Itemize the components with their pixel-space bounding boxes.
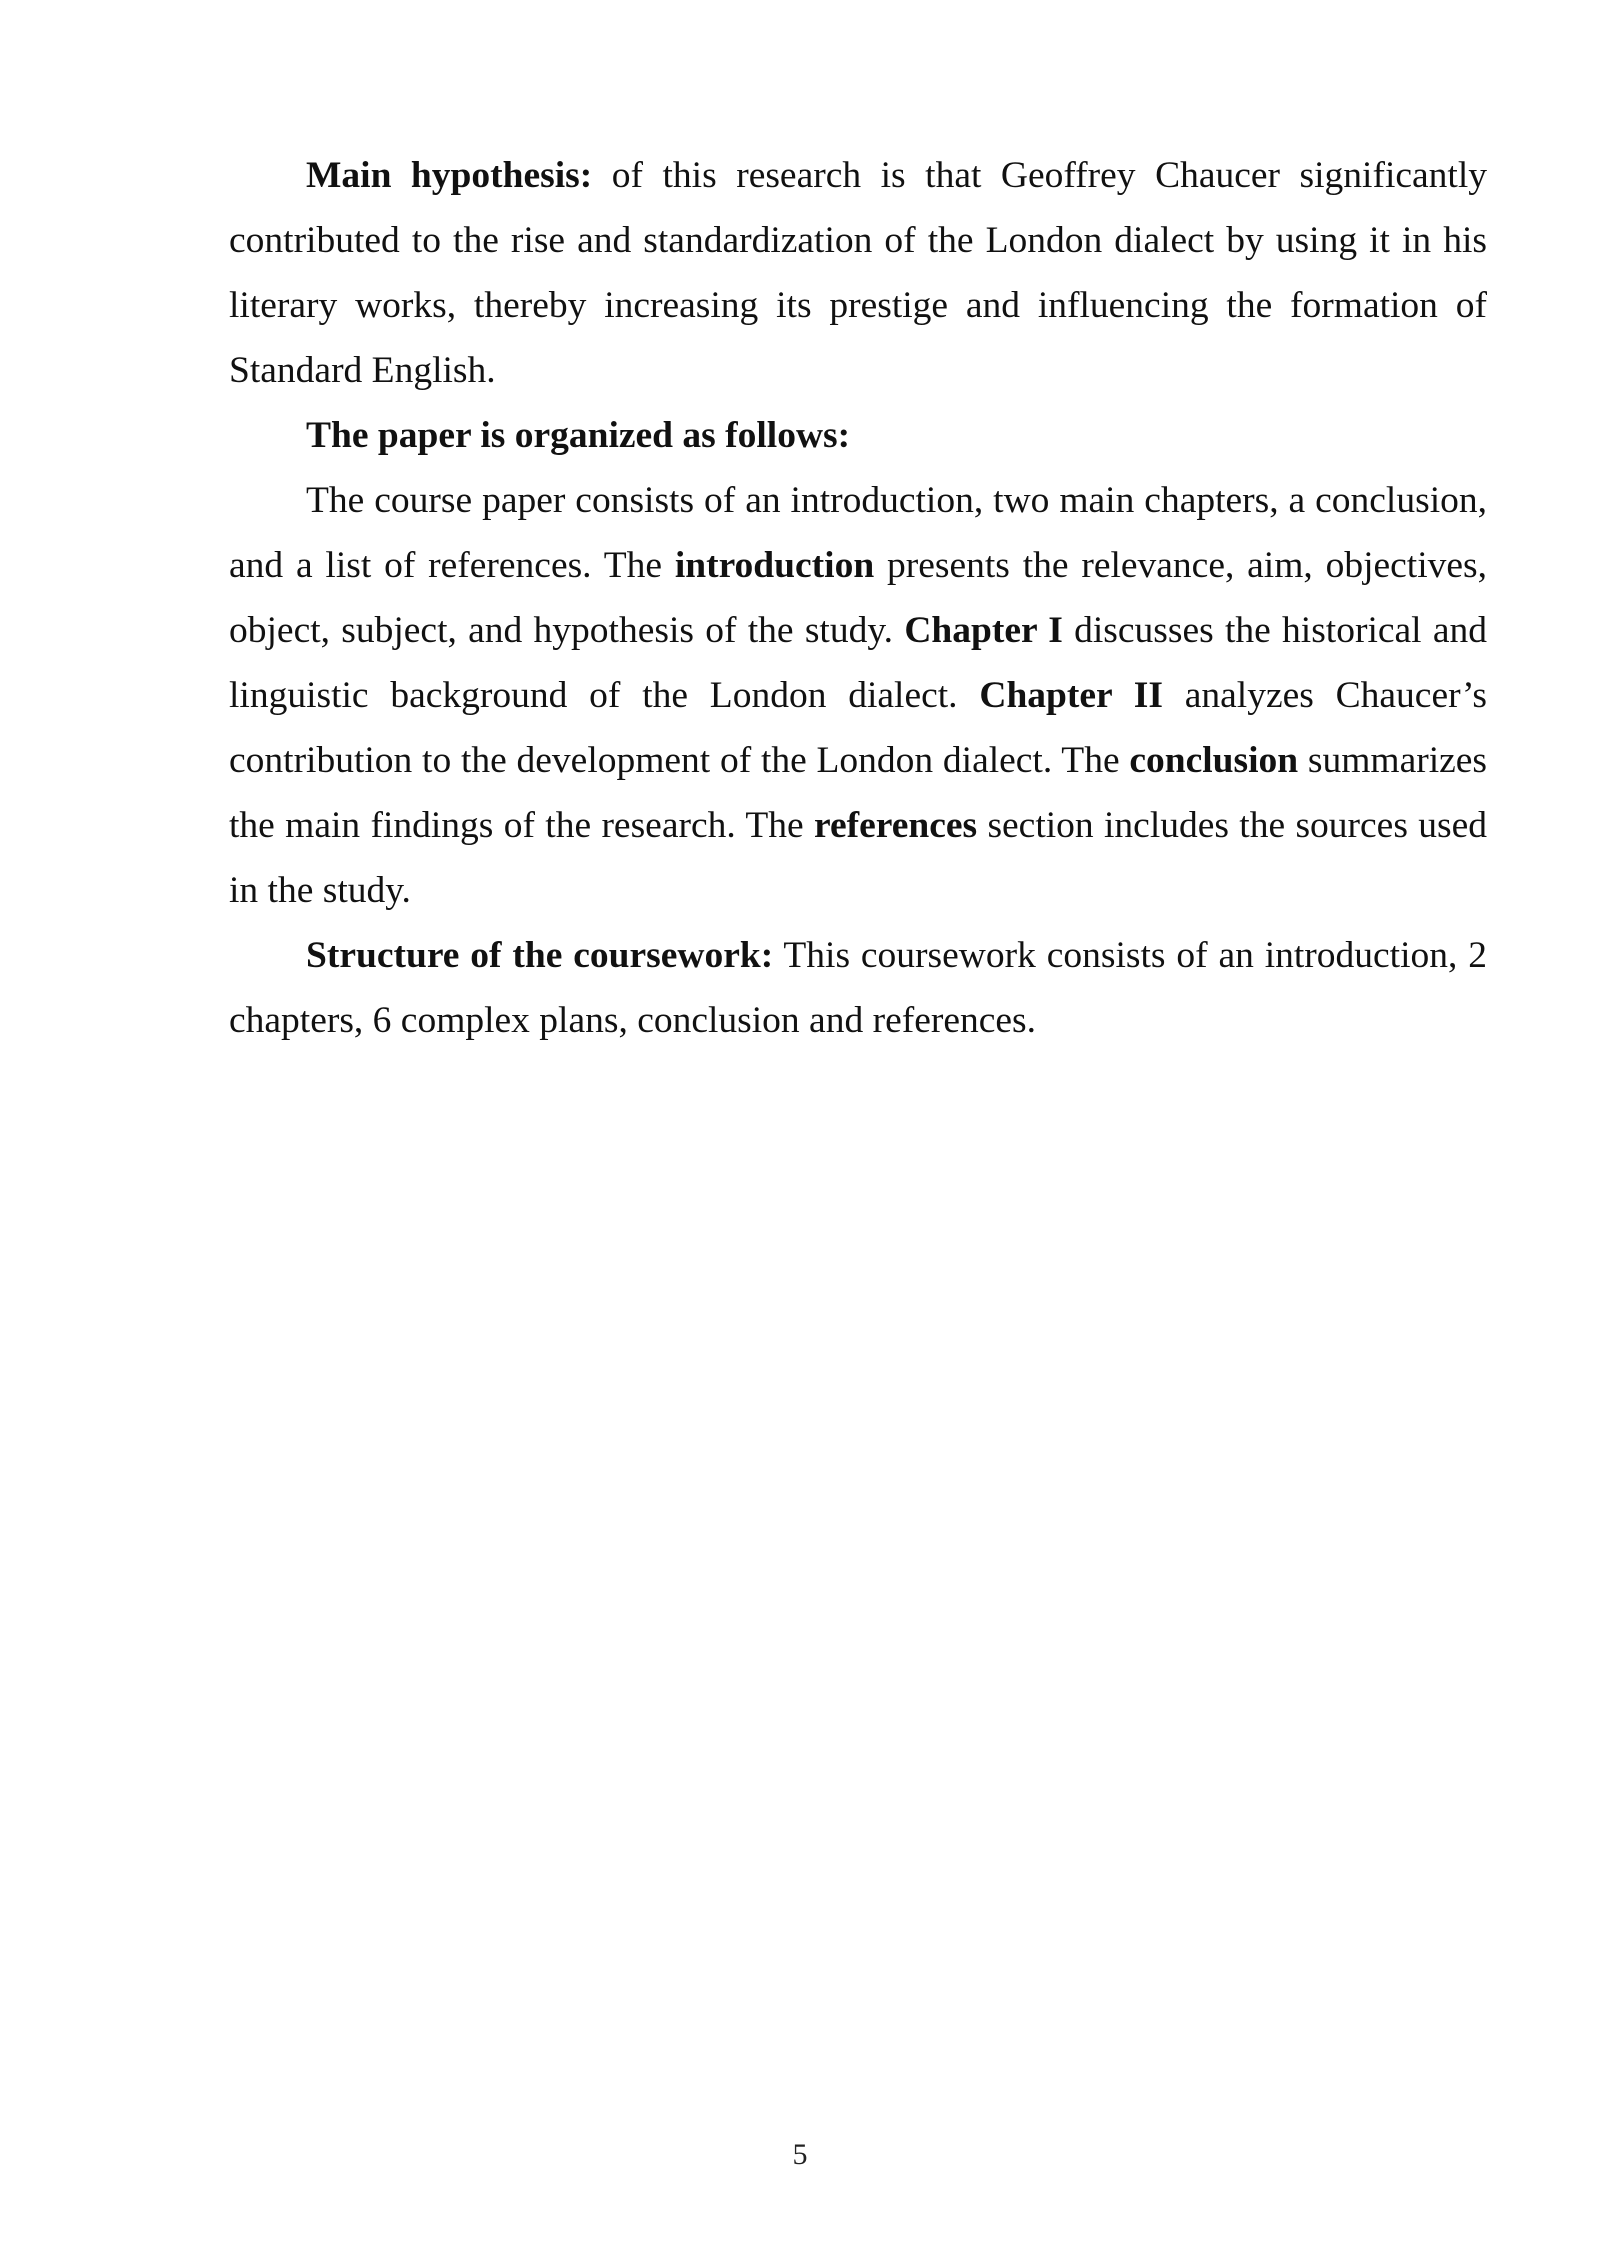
organization-heading-paragraph [229,403,1487,468]
page-number: 5 [792,2138,808,2171]
organization-text-part-6: section includes the sources used in the study. [229,805,1487,911]
hypothesis-paragraph [229,143,1487,403]
term-conclusion: conclusion [1129,740,1299,781]
organization-paragraph [229,468,1487,923]
term-chapter-one: Chapter I [904,610,1063,651]
term-chapter-two: Chapter II [979,675,1163,716]
organization-text-part-1: The course paper consists of an introduction, two main chapters, a conclusion, and a list of references. The [229,480,1487,586]
organization-text-part-2: presents the relevance, aim, objectives, object, subject, and hypothesis of the study. [229,545,1487,651]
term-introduction: introduction [674,545,875,586]
term-references: references [814,805,978,846]
structure-paragraph [229,923,1487,1053]
hypothesis-text: of this research is that Geoffrey Chaucer significantly contributed to the rise and standardization of the London dialect by using it in his literary works, thereby increasing its prestige and influencing the formation of Standard English. [229,155,1487,391]
organization-heading: The paper is organized as follows: [306,415,851,456]
hypothesis-label: Main hypothesis: [306,155,593,196]
organization-text-part-5: summarizes the main findings of the research. The [229,740,1487,846]
organization-text-part-4: analyzes Chaucer’s contribution to the development of the London dialect. The [229,675,1487,781]
structure-text: This coursework consists of an introduction, 2 chapters, 6 complex plans, conclusion and references. [229,935,1487,1041]
document-body [229,143,1487,1053]
organization-text-part-3: discusses the historical and linguistic background of the London dialect. [229,610,1487,716]
structure-label: Structure of the coursework: [306,935,774,976]
